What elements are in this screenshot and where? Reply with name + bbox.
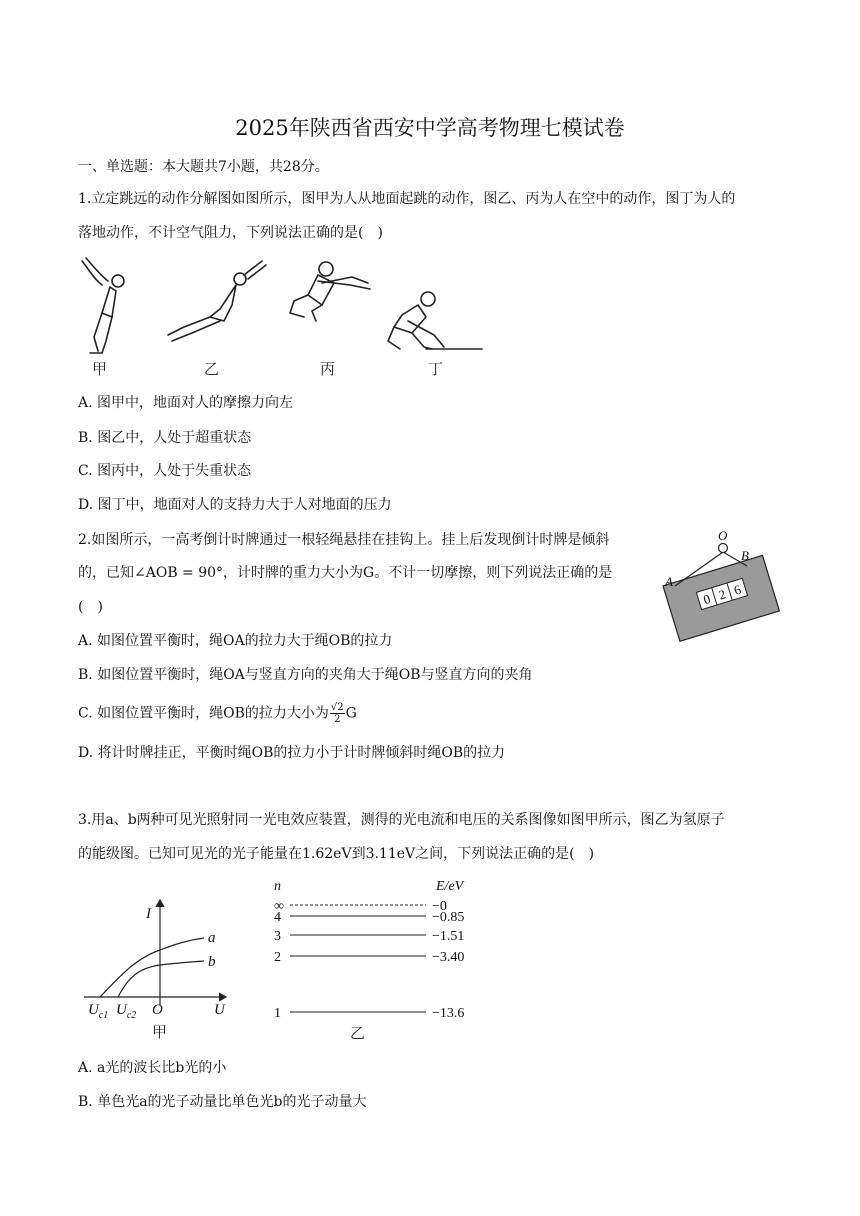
q2-option-c-text: C. 如图位置平衡时，绳OB的拉力大小为 <box>78 705 329 722</box>
q2-stem-line2: 的，已知∠AOB = 90°，计时牌的重力大小为G。不计一切摩擦，则下列说法正确的是 <box>78 565 613 581</box>
figure-label-jia: 甲 <box>92 362 108 378</box>
energy-level-n: 2 <box>274 950 281 965</box>
label-uc2 <box>116 1002 136 1021</box>
q1-option-b: B. 图乙中，人处于超重状态 <box>78 430 252 446</box>
figure-jia-jumper <box>82 258 124 353</box>
caption-yi: 乙 <box>350 1026 366 1042</box>
label-curve-a: a <box>208 930 216 946</box>
figure-bing-jumper <box>290 262 370 321</box>
hook <box>719 544 728 553</box>
label-uc1 <box>88 1002 108 1021</box>
figure-label-yi: 乙 <box>204 362 220 378</box>
uc1-main: U <box>88 1002 99 1018</box>
label-i: I <box>146 906 151 922</box>
figure-label-bing: 丙 <box>320 362 336 378</box>
page-title: 2025年陕西省西安中学高考物理七模试卷 <box>235 116 625 140</box>
q2-option-c-fraction <box>330 702 345 725</box>
q2-option-d: D. 将计时牌挂正，平衡时绳OB的拉力小于计时牌倾斜时绳OB的拉力 <box>78 745 506 761</box>
q3-option-b: B. 单色光a的光子动量比单色光b的光子动量大 <box>78 1094 367 1110</box>
board-digit-2: 2 <box>716 586 728 603</box>
q3-stem-line1: 3.用a、b两种可见光照射同一光电效应装置，测得的光电流和电压的关系图像如图甲所示，图乙为氢原子 <box>78 812 725 828</box>
q1-stem-line1: 1.立定跳远的动作分解图如图所示，图甲为人从地面起跳的动作，图乙、丙为人在空中的动作，图丁为人的 <box>78 191 736 207</box>
q3-stem-line2: 的能级图。已知可见光的光子能量在1.62eV到3.11eV之间，下列说法正确的是( ) <box>78 846 595 862</box>
fraction-numerator: √2 <box>330 702 344 713</box>
fraction-denominator: 2 <box>334 714 341 725</box>
q1-long-jump-figure <box>72 255 492 380</box>
energy-level-value: −0.85 <box>432 910 465 925</box>
energy-level-value: −13.6 <box>432 1006 465 1021</box>
q1-option-a: A. 图甲中，地面对人的摩擦力向左 <box>78 395 294 411</box>
energy-level-n: 3 <box>274 929 281 944</box>
uc1-sub: c1 <box>98 1010 109 1021</box>
q3-photocurrent-graph <box>76 880 246 1040</box>
energy-level-value: −3.40 <box>432 950 465 965</box>
energy-level-n: 4 <box>274 910 281 925</box>
q1-stem-line2: 落地动作，不计空气阻力，下列说法正确的是( ) <box>78 225 383 241</box>
q2-countdown-board-figure <box>655 528 785 648</box>
q2-stem-line1: 2.如图所示，一高考倒计时牌通过一根轻绳悬挂在挂钩上。挂上后发现倒计时牌是倾斜 <box>78 532 610 548</box>
label-curve-b: b <box>208 954 216 970</box>
figure-yi-jumper <box>168 261 266 341</box>
section-heading: 一、单选题：本大题共7小题，共28分。 <box>78 159 329 175</box>
label-b: B <box>741 548 749 563</box>
q2-option-c <box>78 702 357 725</box>
label-a: A <box>665 574 673 589</box>
q1-option-c: C. 图丙中，人处于失重状态 <box>78 463 252 479</box>
q3-energy-level-diagram <box>266 872 496 1042</box>
label-u: U <box>214 1002 225 1018</box>
q2-stem-line3: ( ) <box>78 599 103 615</box>
board-digit-1: 0 <box>701 590 713 608</box>
caption-jia: 甲 <box>152 1025 168 1041</box>
q2-option-b: B. 如图位置平衡时，绳OA与竖直方向的夹角大于绳OB与竖直方向的夹角 <box>78 667 533 683</box>
energy-level-value: −0 <box>432 899 447 914</box>
curve-a <box>100 938 204 997</box>
label-o: O <box>718 528 728 543</box>
energy-level-value: −1.51 <box>432 929 465 944</box>
uc2-sub: c2 <box>126 1010 137 1021</box>
energy-level-n: ∞ <box>274 899 284 914</box>
label-n: n <box>274 879 281 894</box>
label-origin: O <box>152 1002 163 1018</box>
q1-option-d: D. 图丁中，地面对人的支持力大于人对地面的压力 <box>78 497 392 513</box>
q2-option-c-unit: G <box>345 705 357 722</box>
figure-label-ding: 丁 <box>428 362 444 378</box>
q2-option-a: A. 如图位置平衡时，绳OA的拉力大于绳OB的拉力 <box>78 633 393 649</box>
figure-ding-jumper <box>388 292 482 349</box>
energy-level-n: 1 <box>274 1006 281 1021</box>
label-e: E/eV <box>436 879 464 894</box>
uc2-main: U <box>116 1002 127 1018</box>
board-digit-3: 6 <box>732 581 743 598</box>
q3-option-a: A. a光的波长比b光的小 <box>78 1060 227 1076</box>
